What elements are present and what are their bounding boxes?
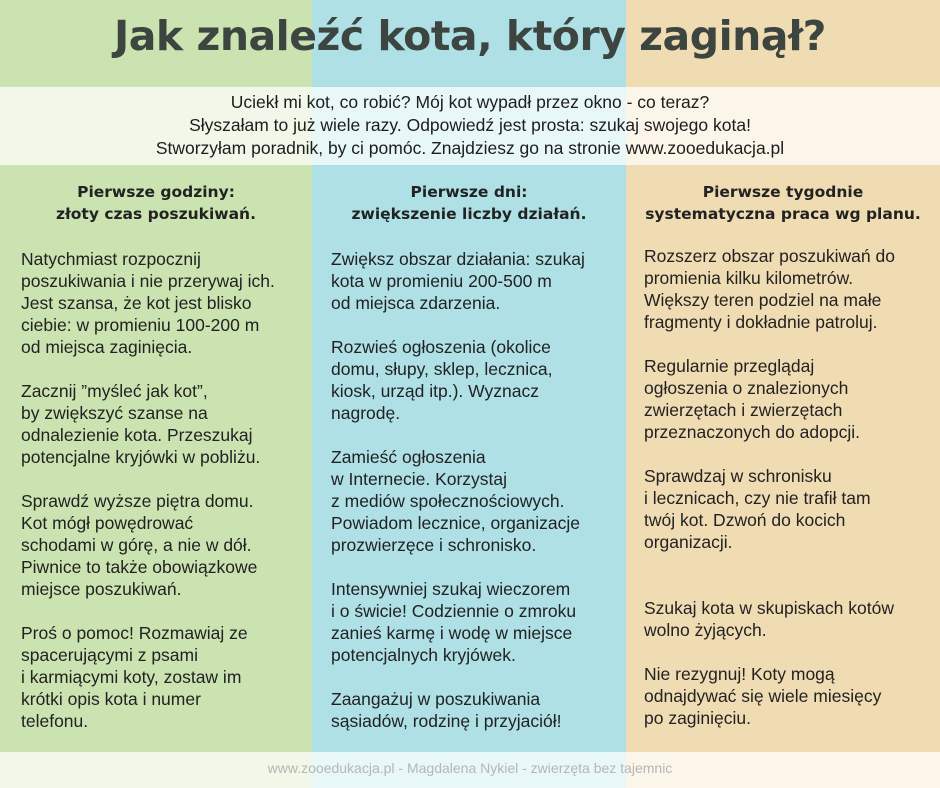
intro-line-3: Stworzyłam poradnik, by ci pomóc. Znajdziesz go na stronie www.zooedukacja.pl	[155, 138, 785, 158]
column-3-body	[644, 245, 936, 751]
column-3-paragraph-4: Szukaj kota w skupiskach kotów wolno żyjących.	[644, 598, 894, 640]
column-1-paragraph-1: Natychmiast rozpocznij poszukiwania i nie przerywaj ich. Jest szansa, że kot jest blisko ciebie: w promieniu 100-200 m od miejsca zaginięcia.	[21, 249, 275, 357]
column-2-paragraph-3: Zamieść ogłoszenia w Internecie. Korzystaj z mediów społecznościowych. Powiadom lecznice, organizacje prozwierzęce i schronisko.	[331, 447, 581, 555]
column-3-heading	[626, 181, 940, 225]
column-2-paragraph-5: Zaangażuj w poszukiwania sąsiadów, rodzinę i przyjaciół!	[331, 689, 562, 731]
column-2-paragraph-2: Rozwieś ogłoszenia (okolice domu, słupy, sklep, lecznica, kiosk, urząd itp.). Wyznacz nagrodę.	[331, 337, 553, 423]
column-1-heading-line-1: Pierwsze godziny:	[77, 183, 235, 201]
footer-text: www.zooedukacja.pl - Magdalena Nykiel - zwierzęta bez tajemnic	[267, 760, 673, 776]
intro-line-1: Uciekł mi kot, co robić? Mój kot wypadł przez okno - co teraz?	[230, 92, 710, 112]
column-3-heading-line-1: Pierwsze tygodnie	[702, 183, 864, 201]
column-1-body	[21, 248, 311, 754]
column-2-heading-line-1: Pierwsze dni:	[410, 183, 528, 201]
column-1-heading	[0, 181, 312, 225]
column-1-paragraph-2: Zacznij ”myśleć jak kot”, by zwiększyć szanse na odnalezienie kota. Przeszukaj potencjalne kryjówki w pobliżu.	[21, 381, 261, 467]
column-3-paragraph-2: Regularnie przeglądaj ogłoszenia o znalezionych zwierzętach i zwierzętach przeznaczonych do adopcji.	[644, 356, 860, 442]
column-2-paragraph-4: Intensywniej szukaj wieczorem i o świcie! Codziennie o zmroku zanieś karmę i wodę w miejsce potencjalnych kryjówek.	[331, 579, 577, 665]
column-3-heading-line-2: systematyczna praca wg planu.	[645, 205, 921, 223]
column-1-paragraph-4: Proś o pomoc! Rozmawiaj ze spacerującymi z psami i karmiącymi koty, zostaw im krótki opis kota i numer telefonu.	[21, 623, 248, 731]
column-2-heading	[312, 181, 626, 225]
column-3-paragraph-3: Sprawdzaj w schronisku i lecznicach, czy nie trafił tam twój kot. Dzwoń do kocich organizacji.	[644, 466, 871, 552]
column-1-paragraph-3: Sprawdź wyższe piętra domu. Kot mógł powędrować schodami w górę, a nie w dół. Piwnice to także obowiązkowe miejsce poszukiwań.	[21, 491, 258, 599]
column-2-heading-line-2: zwiększenie liczby działań.	[351, 205, 587, 223]
column-2-body	[331, 248, 623, 754]
column-3-paragraph-1: Rozszerz obszar poszukiwań do promienia kilku kilometrów. Większy teren podziel na małe fragmenty i dokładnie patroluj.	[644, 246, 895, 332]
intro-line-2: Słyszałam to już wiele razy. Odpowiedź jest prosta: szukaj swojego kota!	[189, 115, 751, 135]
column-3-paragraph-5: Nie rezygnuj! Koty mogą odnajdywać się wiele miesięcy po zaginięciu.	[644, 664, 882, 728]
column-1-heading-line-2: złoty czas poszukiwań.	[56, 205, 256, 223]
page-title: Jak znaleźć kota, który zaginął?	[114, 12, 826, 60]
column-2-paragraph-1: Zwiększ obszar działania: szukaj kota w promieniu 200-500 m od miejsca zdarzenia.	[331, 249, 585, 313]
